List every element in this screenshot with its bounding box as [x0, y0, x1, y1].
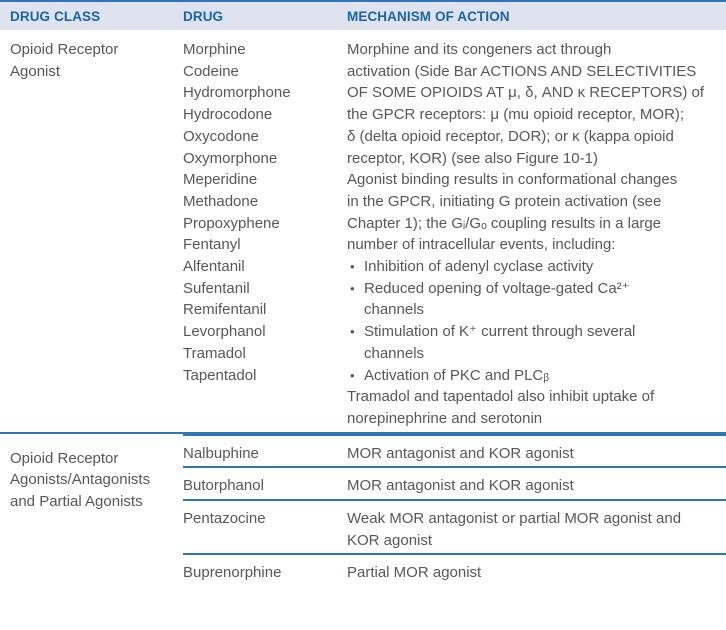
drug-name: Oxymorphone — [183, 149, 278, 167]
drug-name: Methadone — [183, 192, 259, 210]
mechanism-cell — [347, 39, 726, 430]
drug-name: Hydromorphone — [183, 84, 291, 102]
drug-class-line: Opioid Receptor — [10, 449, 119, 467]
table-header-row — [0, 0, 726, 30]
mechanism-line: Chapter 1); the Gᵢ/Gₒ coupling results in a large — [347, 214, 662, 232]
col-header-mechanism-of-action: MECHANISM OF ACTION — [347, 8, 510, 24]
mechanism-line: • Reduced opening of voltage-gated Ca²⁺ — [347, 278, 726, 300]
drug-name: Tapentadol — [183, 366, 257, 384]
drug-list — [183, 39, 347, 386]
table-row — [183, 434, 726, 467]
drug-name: Morphine — [183, 41, 246, 58]
drug-name: Meperidine — [183, 171, 258, 189]
drug-name: Hydrocodone — [183, 106, 273, 124]
drug-class-cell — [0, 434, 183, 587]
mechanism-cell: Weak MOR antagonist or partial MOR agonist and KOR agonist — [347, 510, 682, 549]
mechanism-cell: MOR antagonist and KOR agonist — [347, 477, 574, 495]
drug-name: Oxycodone — [183, 127, 259, 145]
drug-name: Tramadol — [183, 344, 246, 362]
table-section-agonists-antagonists — [0, 434, 726, 587]
drug-class-lines — [10, 448, 183, 513]
mechanism-line: channels — [364, 344, 425, 362]
mechanism-line: • Activation of PKC and PLCᵦ — [347, 365, 726, 387]
mechanism-line: the GPCR receptors: μ (mu opioid receptor, MOR); — [347, 106, 685, 124]
drug-cell: Nalbuphine — [183, 444, 259, 462]
col-header-drug: DRUG — [183, 8, 224, 24]
drug-class-line: Agonists/Antagonists — [10, 471, 151, 489]
mechanism-line: channels — [364, 301, 425, 319]
mechanism-line: Tramadol and tapentadol also inhibit uptake of — [347, 388, 655, 406]
table-section-opioid-receptor-agonist — [0, 30, 726, 434]
table-row — [183, 553, 726, 586]
drug-cell: Pentazocine — [183, 510, 266, 528]
table-row — [183, 466, 726, 499]
drug-list-cell — [183, 39, 347, 430]
drug-class-cell — [0, 39, 183, 430]
drug-name: Levorphanol — [183, 323, 266, 341]
drug-name: Fentanyl — [183, 236, 241, 254]
col-header-drug-class: DRUG CLASS — [10, 8, 101, 24]
mechanism-cell: Partial MOR agonist — [347, 564, 482, 582]
drug-cell: Butorphanol — [183, 477, 264, 495]
drug-class-line: Agonist — [10, 62, 61, 80]
mechanism-lines — [347, 39, 726, 430]
drug-name: Remifentanil — [183, 301, 267, 319]
drug-class-line: and Partial Agonists — [10, 493, 143, 511]
drug-name: Alfentanil — [183, 258, 245, 276]
mechanism-line: OF SOME OPIOIDS AT μ, δ, AND κ RECEPTORS) of — [347, 84, 705, 102]
mechanism-line: number of intracellular events, including: — [347, 236, 616, 254]
mechanism-line: norepinephrine and serotonin — [347, 409, 543, 427]
mechanism-line: in the GPCR, initiating G protein activation (see — [347, 192, 662, 210]
mechanism-line: δ (delta opioid receptor, DOR); or κ (kappa opioid — [347, 127, 674, 145]
mechanism-line: activation (Side Bar ACTIONS AND SELECTIVITIES — [347, 62, 697, 80]
drug-class-lines — [10, 39, 183, 82]
drug-cell: Buprenorphine — [183, 564, 282, 582]
mechanism-cell: MOR antagonist and KOR agonist — [347, 444, 574, 462]
drug-class-line: Opioid Receptor — [10, 41, 119, 58]
mechanism-line: • Inhibition of adenyl cyclase activity — [347, 256, 726, 278]
mechanism-line: Morphine and its congeners act through — [347, 41, 612, 58]
drug-name: Codeine — [183, 62, 239, 80]
mechanism-line: receptor, KOR) (see also Figure 10-1) — [347, 149, 598, 167]
mechanism-line: Agonist binding results in conformational changes — [347, 171, 678, 189]
sub-row-group — [183, 434, 726, 587]
drug-name: Propoxyphene — [183, 214, 280, 232]
table-row — [183, 499, 726, 553]
drug-name: Sufentanil — [183, 279, 250, 297]
mechanism-line: • Stimulation of K⁺ current through several — [347, 321, 726, 343]
